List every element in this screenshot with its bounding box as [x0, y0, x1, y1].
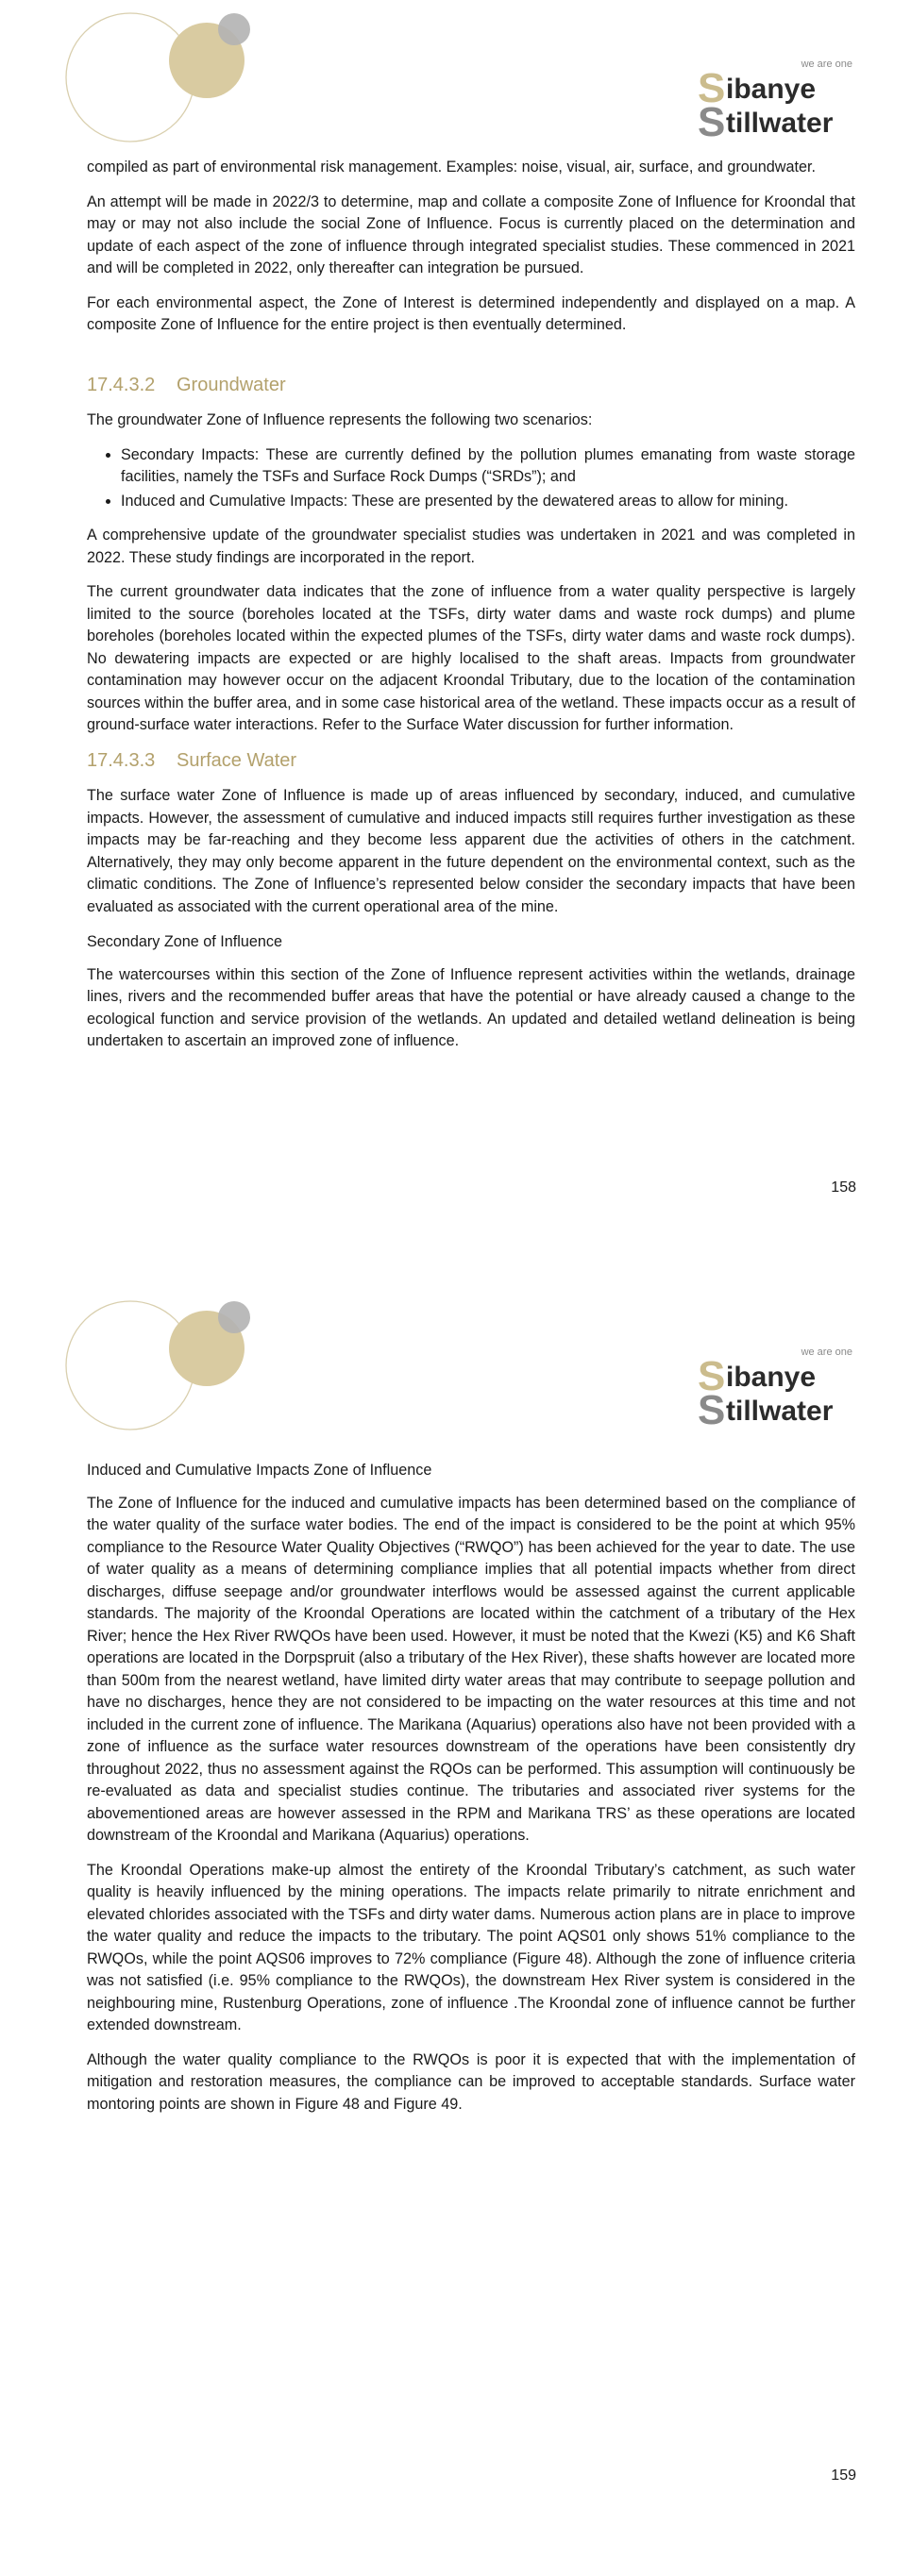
- intro-paragraph: An attempt will be made in 2022/3 to determine, map and collate a composite Zone of Influence for Kroondal that may or may not also include the social Zone of Influence. Focus is currently placed on the determination and update of each aspect of the zone of influence through integrated specialist studies. These commenced in 2021 and will be completed in 2022, only thereafter can integration be pursued.: [87, 192, 855, 276]
- surface-water-section-title: Surface Water: [177, 749, 297, 771]
- intro-paragraph: compiled as part of environmental risk management. Examples: noise, visual, air, surface, and groundwater.: [87, 159, 816, 176]
- groundwater-section-number: 17.4.3.2: [87, 374, 156, 395]
- induced-cumulative-heading: Induced and Cumulative Impacts Zone of Influence: [87, 1462, 432, 1479]
- surface-water-paragraph: The surface water Zone of Influence is made up of areas influenced by secondary, induced, and cumulative impacts. However, the assessment of cumulative and induced impacts still requires further investigation as these impacts may be far-reaching and they become less apparent due the activities of others in the catchment. Alternatively, they may only become apparent in the future dependent on the environmental context, such as the climatic conditions. The Zone of Influence’s represented below consider the secondary impacts that have been evaluated as associated with the current operational area of the mine.: [87, 787, 855, 915]
- logo-initial-top: S: [698, 65, 726, 111]
- induced-cumulative-paragraph: Although the water quality compliance to the RWQOs is poor it is expected that with the implementation of mitigation and restoration measures, the compliance can be improved to acceptable standards. Surface water montoring points are shown in Figure 48 and Figure 49.: [87, 2050, 855, 2113]
- groundwater-heading: [87, 375, 855, 397]
- list-item: • Secondary Impacts: These are currently defined by the pollution plumes emanating from waste storage facilities, namely the TSFs and Surface Rock Dumps (“SRDs”); and: [121, 444, 855, 489]
- sibanye-stillwater-logo: [696, 1343, 856, 1428]
- sibanye-stillwater-logo: [696, 55, 856, 140]
- groundwater-paragraph: A comprehensive update of the groundwater specialist studies was undertaken in 2021 and was completed in 2022. These study findings are incorporated in the report.: [87, 527, 855, 566]
- list-item: • Induced and Cumulative Impacts: These are presented by the dewatered areas to allow for mining.: [121, 491, 855, 513]
- logo-word-top: ibanye: [726, 74, 817, 105]
- surface-water-section-number: 17.4.3.3: [87, 749, 156, 771]
- decorative-circles-graphic: [60, 9, 278, 151]
- page-158-body: [87, 157, 855, 1065]
- groundwater-paragraph: The current groundwater data indicates that the zone of influence from a water quality perspective is largely limited to the source (boreholes located at the TSFs, dirty water dams and waste rock dumps) and plume boreholes (boreholes located within the expected plumes of the TSFs, dirty water dams and waste rock dumps). No dewatering impacts are expected or are highly localised to the shaft areas. Impacts from groundwater contamination may however occur on the adjacent Kroondal Tributary, due to the location of the contamination sources within the buffer area, and in some case historical area of the wetland. These impacts occur as a result of ground-surface water interactions. Refer to the Surface Water discussion for further information.: [87, 583, 855, 733]
- surface-water-heading: [87, 750, 855, 773]
- logo-initial-top: S: [698, 1353, 726, 1399]
- logo-tagline: we are one: [801, 59, 852, 70]
- page-159-body: [87, 1460, 855, 2128]
- logo-initial-bottom: S: [698, 1387, 726, 1428]
- secondary-zone-paragraph: The watercourses within this section of the Zone of Influence represent activities within the wetlands, drainage lines, rivers and the recommended buffer areas that have the potential or have already caused a change to the ecological function and service provision of the wetlands. An updated and detailed wetland delineation is being undertaken to ascertain an improved zone of influence.: [87, 965, 855, 1049]
- page-number: 158: [831, 1179, 856, 1196]
- logo-tagline: we are one: [801, 1347, 852, 1358]
- logo-word-top: ibanye: [726, 1362, 817, 1393]
- logo-initial-bottom: S: [698, 99, 726, 140]
- page-159: [0, 1288, 911, 2576]
- logo-word-bottom: tillwater: [726, 108, 834, 139]
- decorative-circles-graphic: [60, 1297, 278, 1439]
- induced-cumulative-paragraph: The Kroondal Operations make-up almost the entirety of the Kroondal Tributary’s catchment, as such water quality is heavily influenced by the mining operations. The impacts relate primarily to nitrate enrichment and elevated chlorides associated with the TSFs and dirty water dams. Numerous action plans are in place to improve the water quality and reduce the impacts to the tributary. The point AQS01 only shows 51% compliance to the RWQOs, while the point AQS06 improves to 72% compliance (Figure 48). Although the zone of influence criteria was not satisfied (i.e. 95% compliance to the RWQOs), the downstream Hex River system is considered in the neighbouring mine, Rustenburg Operations, zone of influence .The Kroondal zone of influence cannot be further extended downstream.: [87, 1861, 855, 2033]
- logo-word-bottom: tillwater: [726, 1396, 834, 1427]
- groundwater-section-title: Groundwater: [177, 374, 286, 395]
- groundwater-lead: The groundwater Zone of Influence represents the following two scenarios:: [87, 411, 593, 428]
- page-number: 159: [831, 2467, 856, 2484]
- groundwater-scenario-list: [87, 444, 855, 513]
- secondary-zone-heading: Secondary Zone of Influence: [87, 933, 282, 950]
- induced-cumulative-paragraph: The Zone of Influence for the induced and cumulative impacts has been determined based on the compliance of the water quality of the surface water bodies. The end of the impact is considered to be the point at which 95% compliance to the Resource Water Quality Objectives (“RWQO”) has been achieved for the year to date. The use of water quality as a means of determining compliance implies that all potential impacts whether from direct discharges, diffuse seepage and/or groundwater interflows would be assessed against the current applicable standards. The majority of the Kroondal Operations are located within the catchment of a tributary of the Hex River; hence the Hex River RWQOs have been used. However, it must be noted that the Kwezi (K5) and K6 Shaft operations are located in the Dorpspruit (also a tributary of the Hex River), these shafts however are located more than 500m from the nearest wetland, have limited dirty water areas that may contribute to seepage pollution and have no discharges, hence they are not considered to be impacting on the water resources at this time and not included in the current zone of influence. The Marikana (Aquarius) operations also have not been provided with a zone of influence as the surface water resources downstream of the operations have been consistently dry throughout 2022, thus no assessment against the RQOs can be performed. This assumption will continuously be re-evaluated as data and specialist studies continue. The tributaries and associated river systems for the abovementioned areas are however assessed in the RPM and Marikana TRS’ as these operations are located downstream of the Kroondal and Marikana (Aquarius) operations.: [87, 1494, 855, 1844]
- intro-paragraph: For each environmental aspect, the Zone of Interest is determined independently and displayed on a map. A composite Zone of Influence for the entire project is then eventually determined.: [87, 293, 855, 333]
